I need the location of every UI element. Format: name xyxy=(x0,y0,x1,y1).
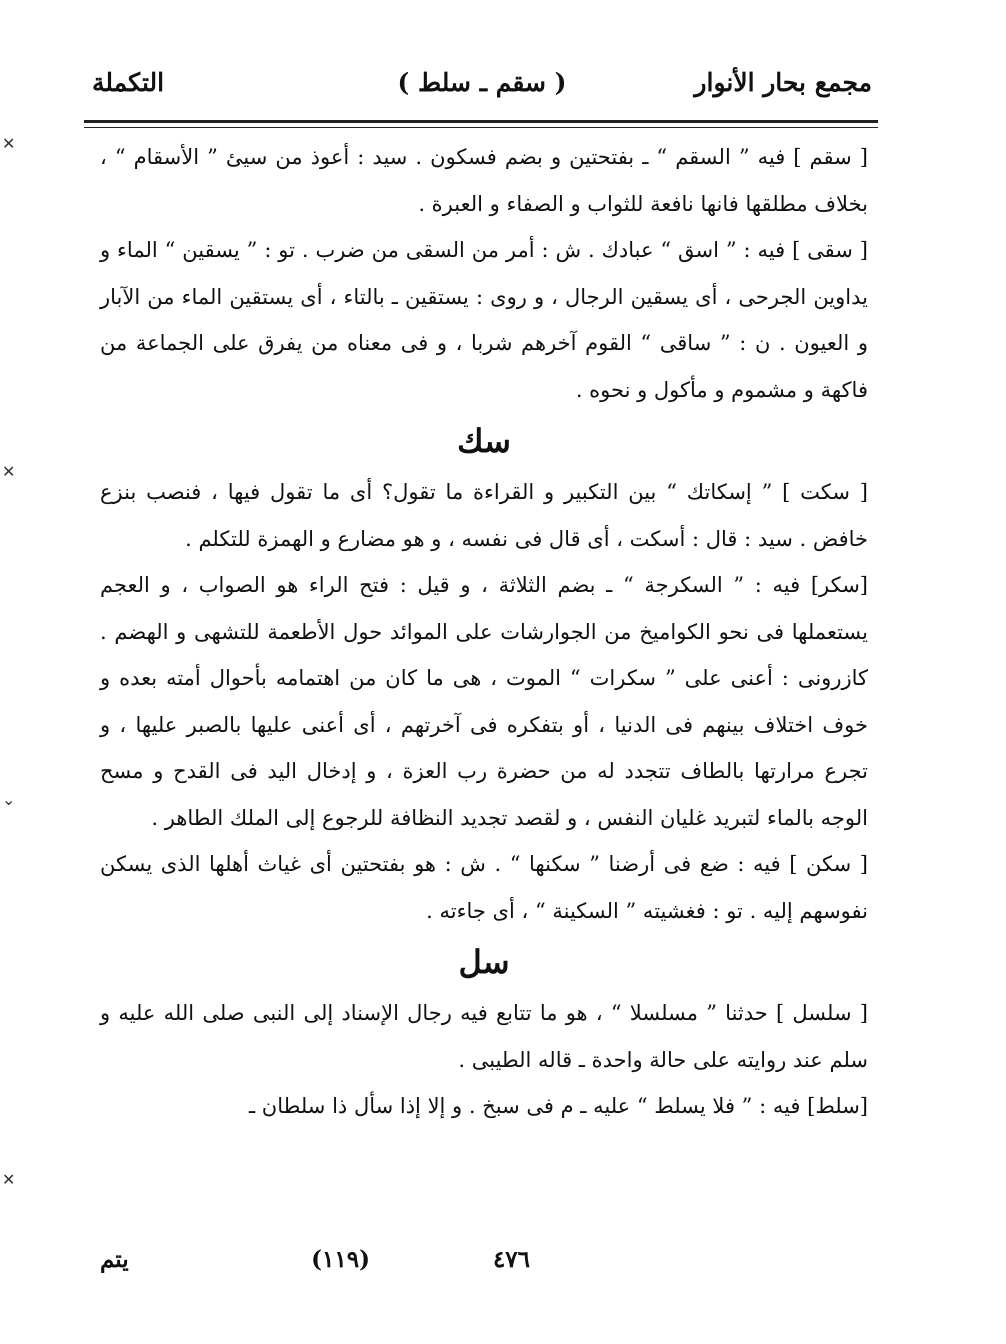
entry-salsal: [ سلسل ] حدثنا ” مسلسلا “ ، هو ما تتابع فيه رجال الإسناد إلى النبى صلى الله عليه و سلم عند روايته على حالة واحدة ـ قاله الطيبى . xyxy=(100,1001,868,1072)
entry-sakana: [ سكن ] فيه : ضع فى أرضنا ” سكنها “ . ش : هو بفتحتين أى غياث أهلها الذى يسكن نفوسهم إليه . تو : فغشيته ” السكينة “ ، أى جاءته . xyxy=(100,852,868,923)
entry-sakara: [سكر] فيه : ” السكرجة “ ـ بضم الثلاثة ، و قيل : فتح الراء هو الصواب ، و العجم يستعملها فى نحو الكواميخ من الجوارشات على الموائد حول الأطعمة للتشهى و الهضم . كازرونى : أعنى على ” سكرات “ الموت ، هى ما كان من اهتمامه بأحوال أمته بعده و خوف اختلاف بينهم فى الدنيا ، أو بتفكره فى آخرتهم ، أى أعنى عليها بالصبر عليها ، و تجرع مرارتها بالطاف تتجدد له من حضرة رب العزة ، و إدخال اليد فى القدح و مسح الوجه بالماء لتبريد غليان النفس ، و لقصد تجديد النظافة للرجوع إلى الملك الطاهر . xyxy=(100,573,868,830)
entry-sakata: [ سكت ] ” إسكاتك “ بين التكبير و القراءة ما تقول؟ أى ما تقول فيها ، فنصب بنزع خافض . سيد : قال : أسكت ، أى قال فى نفسه ، و هو مضارع و الهمزة للتكلم . xyxy=(100,480,868,551)
header-rule-thick xyxy=(84,120,878,123)
book-title: مجمع بحار الأنوار xyxy=(694,68,872,97)
margin-tick-mark: ⌄ xyxy=(2,790,16,809)
section-heading-sk: سك xyxy=(457,422,511,460)
entry-saqam: [ سقم ] فيه ” السقم “ ـ بفتحتين و بضم فسكون . سيد : أعوذ من سيئ ” الأسقام “ ، بخلاف مطلقها فانها نافعة للثواب و الصفاء و العبرة . xyxy=(100,145,868,216)
entry-saqa: [ سقى ] فيه : ” اسق “ عبادك . ش : أمر من السقى من ضرب . تو : ” يسقين “ الماء و يداوين الجرحى ، أى يسقين الرجال ، و روى : يستقين ـ بالتاء ، أى يستقين الماء من الآبار و العيون . ن : ” ساقى “ القوم آخرهم شربا ، و فى معناه من يفرق على الجماعة من فاكهة و مشموم و مأكول و نحوه . xyxy=(100,238,868,402)
signature-mark: (١١٩) xyxy=(311,1246,370,1273)
page-number: ٤٧٦ xyxy=(492,1246,530,1273)
entry-salata: [سلط] فيه : ” فلا يسلط “ عليه ـ م فى سبخ . و إلا إذا سأل ذا سلطان ـ xyxy=(248,1094,868,1118)
section-label: التكملة xyxy=(92,68,165,97)
margin-tick-mark: ✕ xyxy=(2,1170,16,1189)
section-heading-sl: سل xyxy=(458,943,510,981)
margin-tick-mark: ✕ xyxy=(2,462,16,481)
running-header xyxy=(92,62,872,112)
margin-tick-mark: ✕ xyxy=(2,134,16,153)
header-rule-thin xyxy=(84,127,878,128)
main-text xyxy=(100,134,868,1130)
catchword: يتم xyxy=(100,1246,129,1273)
entry-range: ( سقم ـ سلط ) xyxy=(397,68,567,97)
page-footer xyxy=(100,1240,530,1280)
